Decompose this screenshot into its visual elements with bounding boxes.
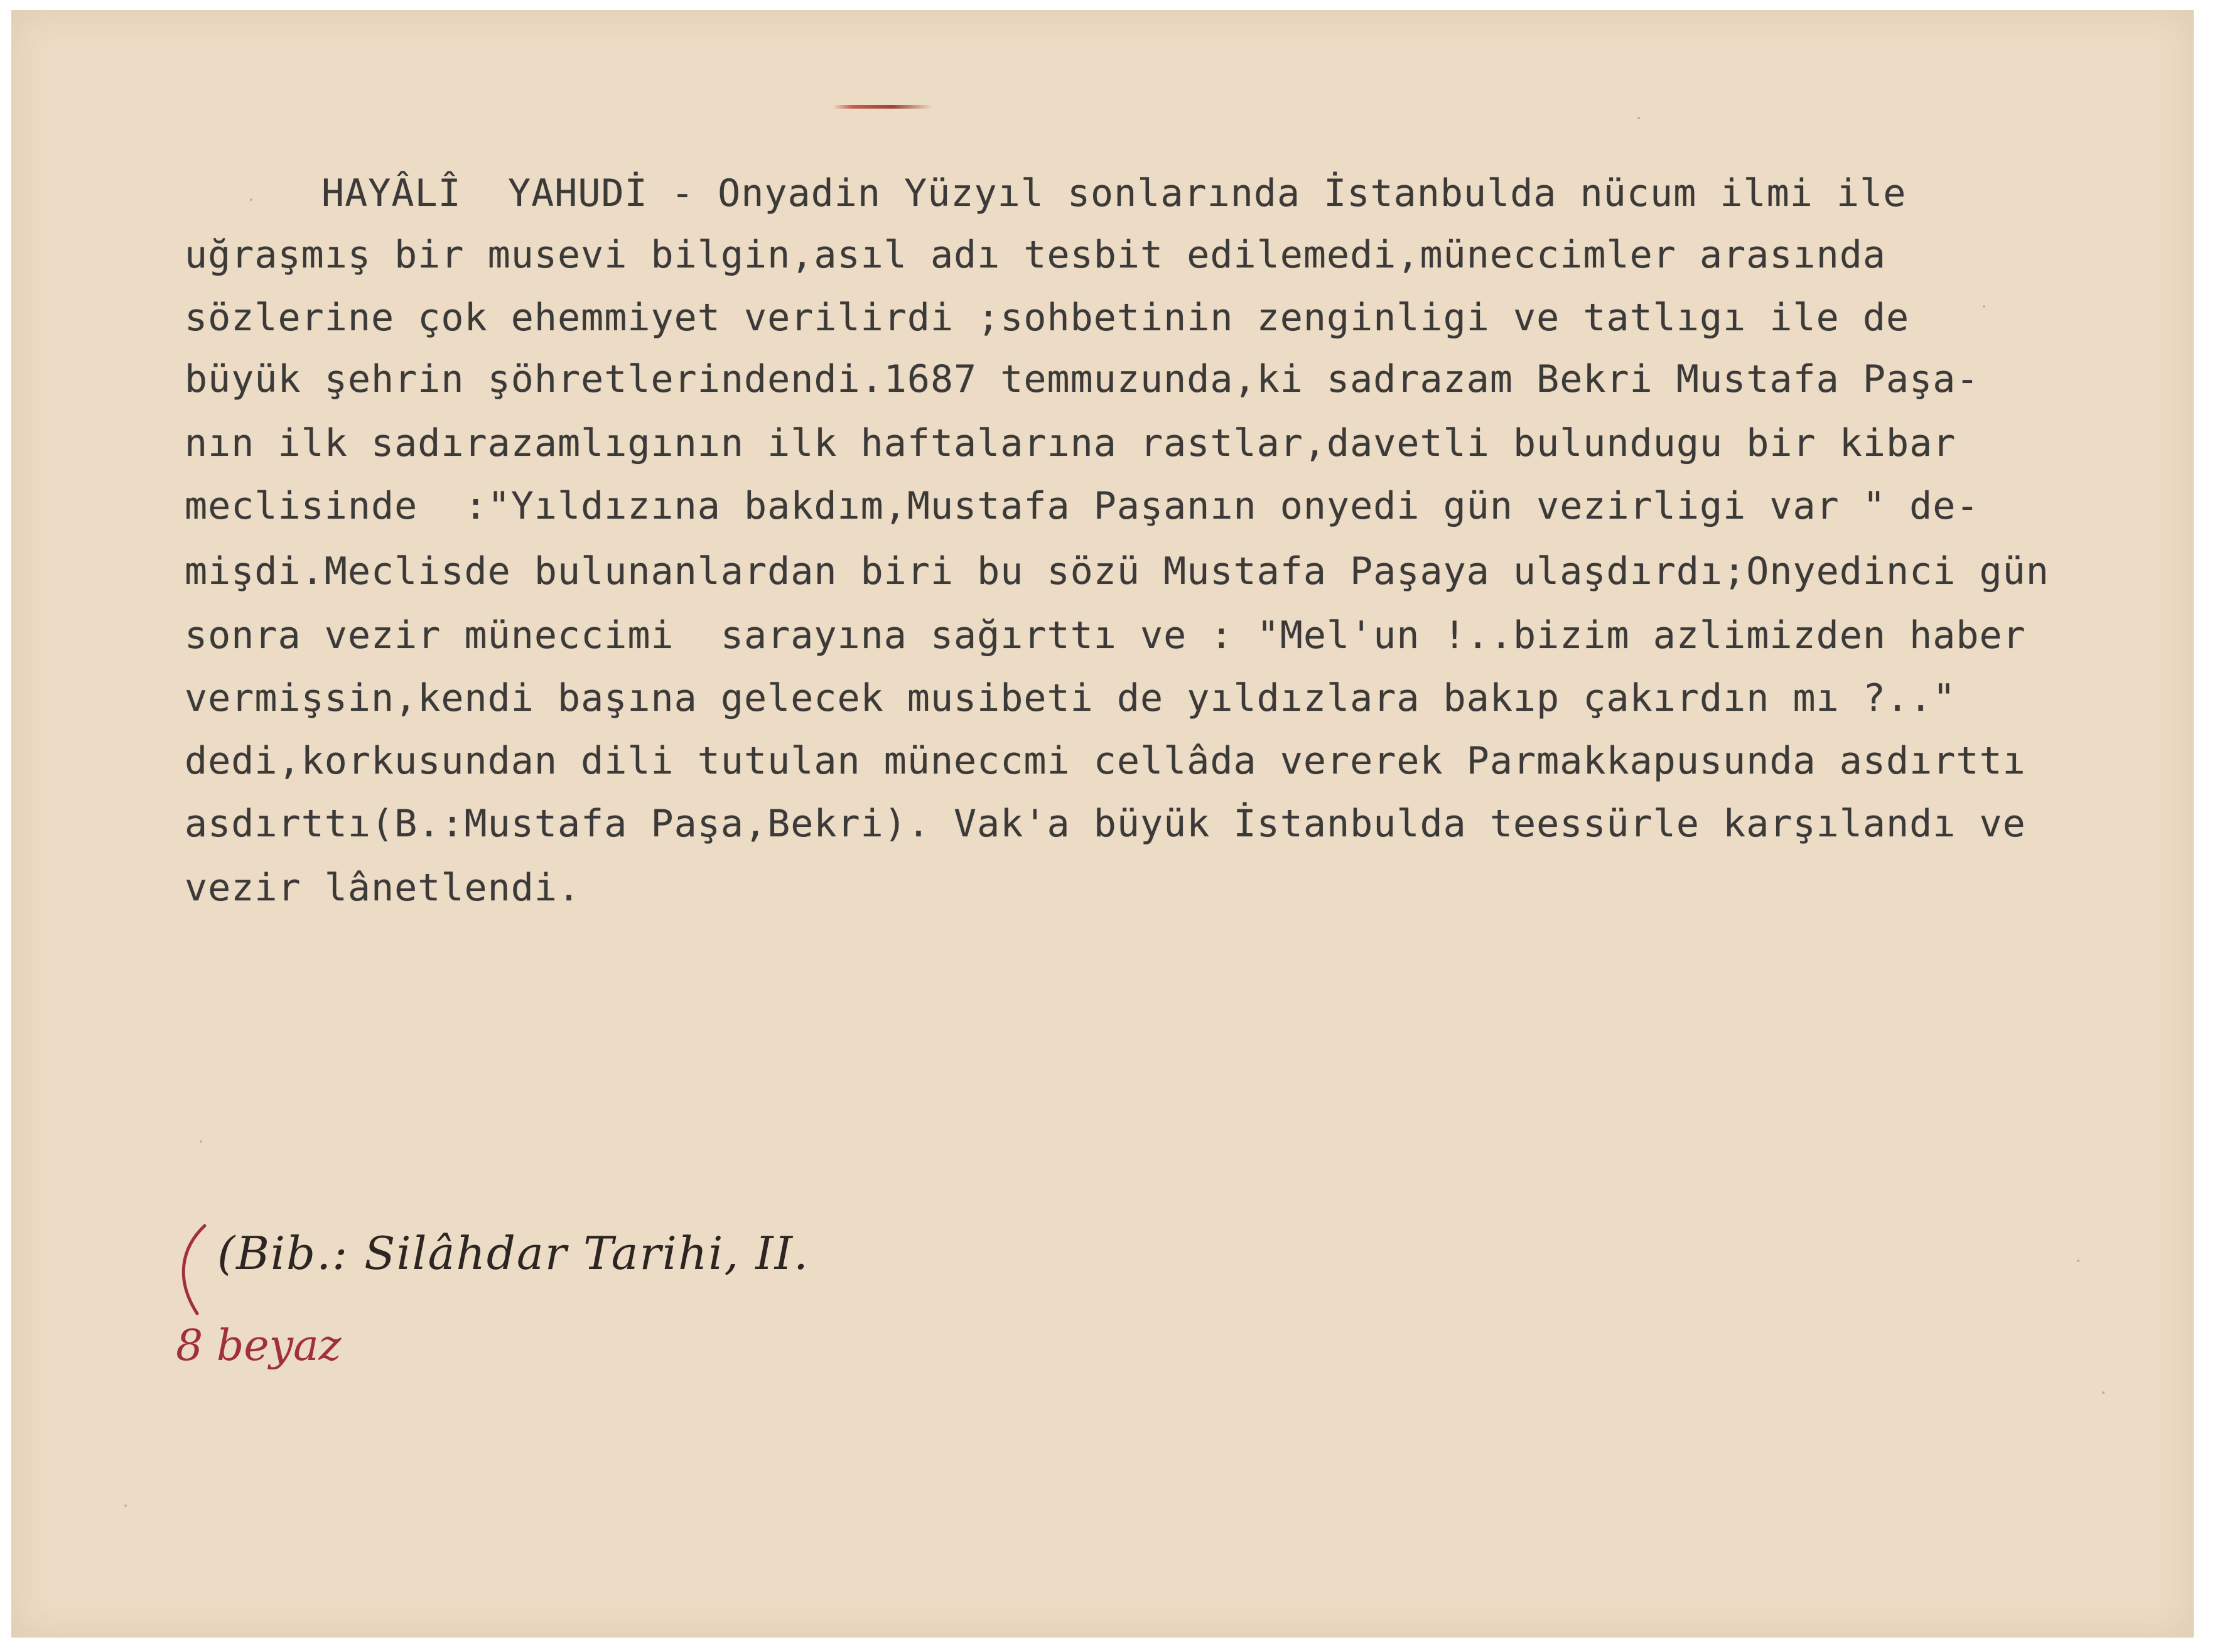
text-line-7: mişdi.Meclisde bulunanlardan biri bu sözü Mustafa Paşaya ulaşdırdı;Onyedinci gün xyxy=(185,549,2049,593)
red-handwritten-note: 8 beyaz xyxy=(176,1321,342,1371)
text-line-10: dedi,korkusundan dili tutulan müneccmi cellâda vererek Parmakkapusunda asdırttı xyxy=(185,739,2026,783)
text-line-4: büyük şehrin şöhretlerindendi.1687 temmuzunda,ki sadrazam Bekri Mustafa Paşa- xyxy=(185,357,1980,401)
text-line-2: uğraşmış bir musevi bilgin,asıl adı tesbit edilemedi,müneccimler arasında xyxy=(185,233,1886,277)
bibliography-note: (Bib.: Silâhdar Tarihi, II. xyxy=(217,1227,809,1280)
text-line-6: meclisinde :"Yıldızına bakdım,Mustafa Paşanın onyedi gün vezirligi var " de- xyxy=(185,484,1980,528)
document-page xyxy=(11,10,2194,1638)
text-line-9: vermişsin,kendi başına gelecek musibeti de yıldızlara bakıp çakırdın mı ?.." xyxy=(185,676,1956,720)
text-line-8: sonra vezir müneccimi sarayına sağırttı ve : "Mel'un !..bizim azlimizden haber xyxy=(185,613,2026,657)
text-line-5: nın ilk sadırazamlıgının ilk haftalarına rastlar,davetli bulundugu bir kibar xyxy=(185,421,1956,465)
text-line-3: sözlerine çok ehemmiyet verilirdi ;sohbetinin zenginligi ve tatlıgı ile de xyxy=(185,296,1910,340)
top-ink-mark xyxy=(833,105,933,109)
text-line-11: asdırttı(B.:Mustafa Paşa,Bekri). Vak'a büyük İstanbulda teessürle karşılandı ve xyxy=(185,802,2026,846)
red-bracket-mark xyxy=(168,1222,212,1316)
text-line-12: vezir lânetlendi. xyxy=(185,866,581,910)
text-line-1: HAYÂLÎ YAHUDİ - Onyadin Yüzyıl sonlarında İstanbulda nücum ilmi ile xyxy=(321,171,1907,215)
